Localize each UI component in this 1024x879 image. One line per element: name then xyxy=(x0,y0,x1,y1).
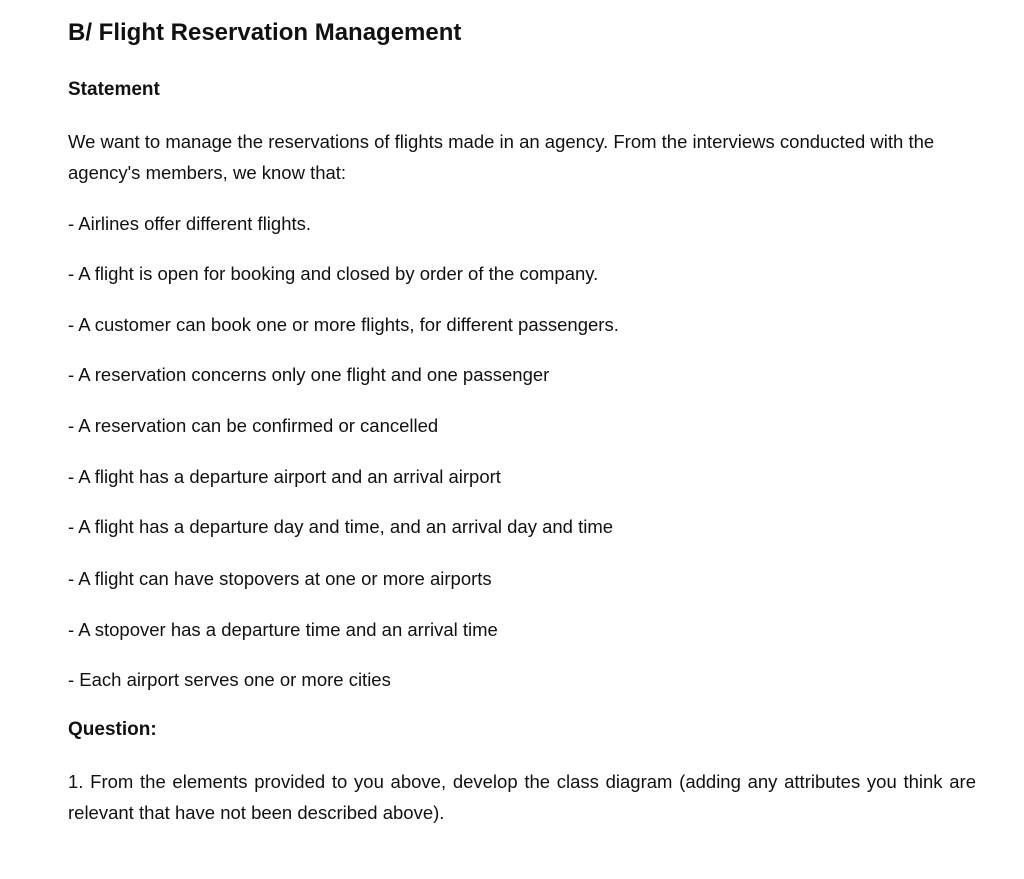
statement-heading: Statement xyxy=(68,79,160,100)
question-text: 1. From the elements provided to you above, develop the class diagram (adding any attributes you think are relevant that have not been described above). xyxy=(68,771,976,823)
intro-paragraph: We want to manage the reservations of flights made in an agency. From the interviews conducted with the agency's members, we know that: xyxy=(68,131,935,183)
document-title: B/ Flight Reservation Management xyxy=(68,19,462,46)
bullet-item: - Airlines offer different flights. xyxy=(68,213,312,234)
bullet-item: - A reservation can be confirmed or cancelled xyxy=(68,415,439,436)
bullet-item: - Each airport serves one or more cities xyxy=(68,669,391,690)
bullet-item: - A flight is open for booking and closed by order of the company. xyxy=(68,263,599,284)
bullet-item: - A flight has a departure day and time, and an arrival day and time xyxy=(68,516,614,537)
bullet-item: - A customer can book one or more flights, for different passengers. xyxy=(68,314,619,335)
question-heading: Question: xyxy=(68,719,157,740)
bullet-item: - A stopover has a departure time and an arrival time xyxy=(68,619,498,640)
bullet-item: - A flight can have stopovers at one or more airports xyxy=(68,568,492,589)
bullet-item: - A reservation concerns only one flight and one passenger xyxy=(68,364,550,385)
bullet-item: - A flight has a departure airport and an arrival airport xyxy=(68,466,501,487)
